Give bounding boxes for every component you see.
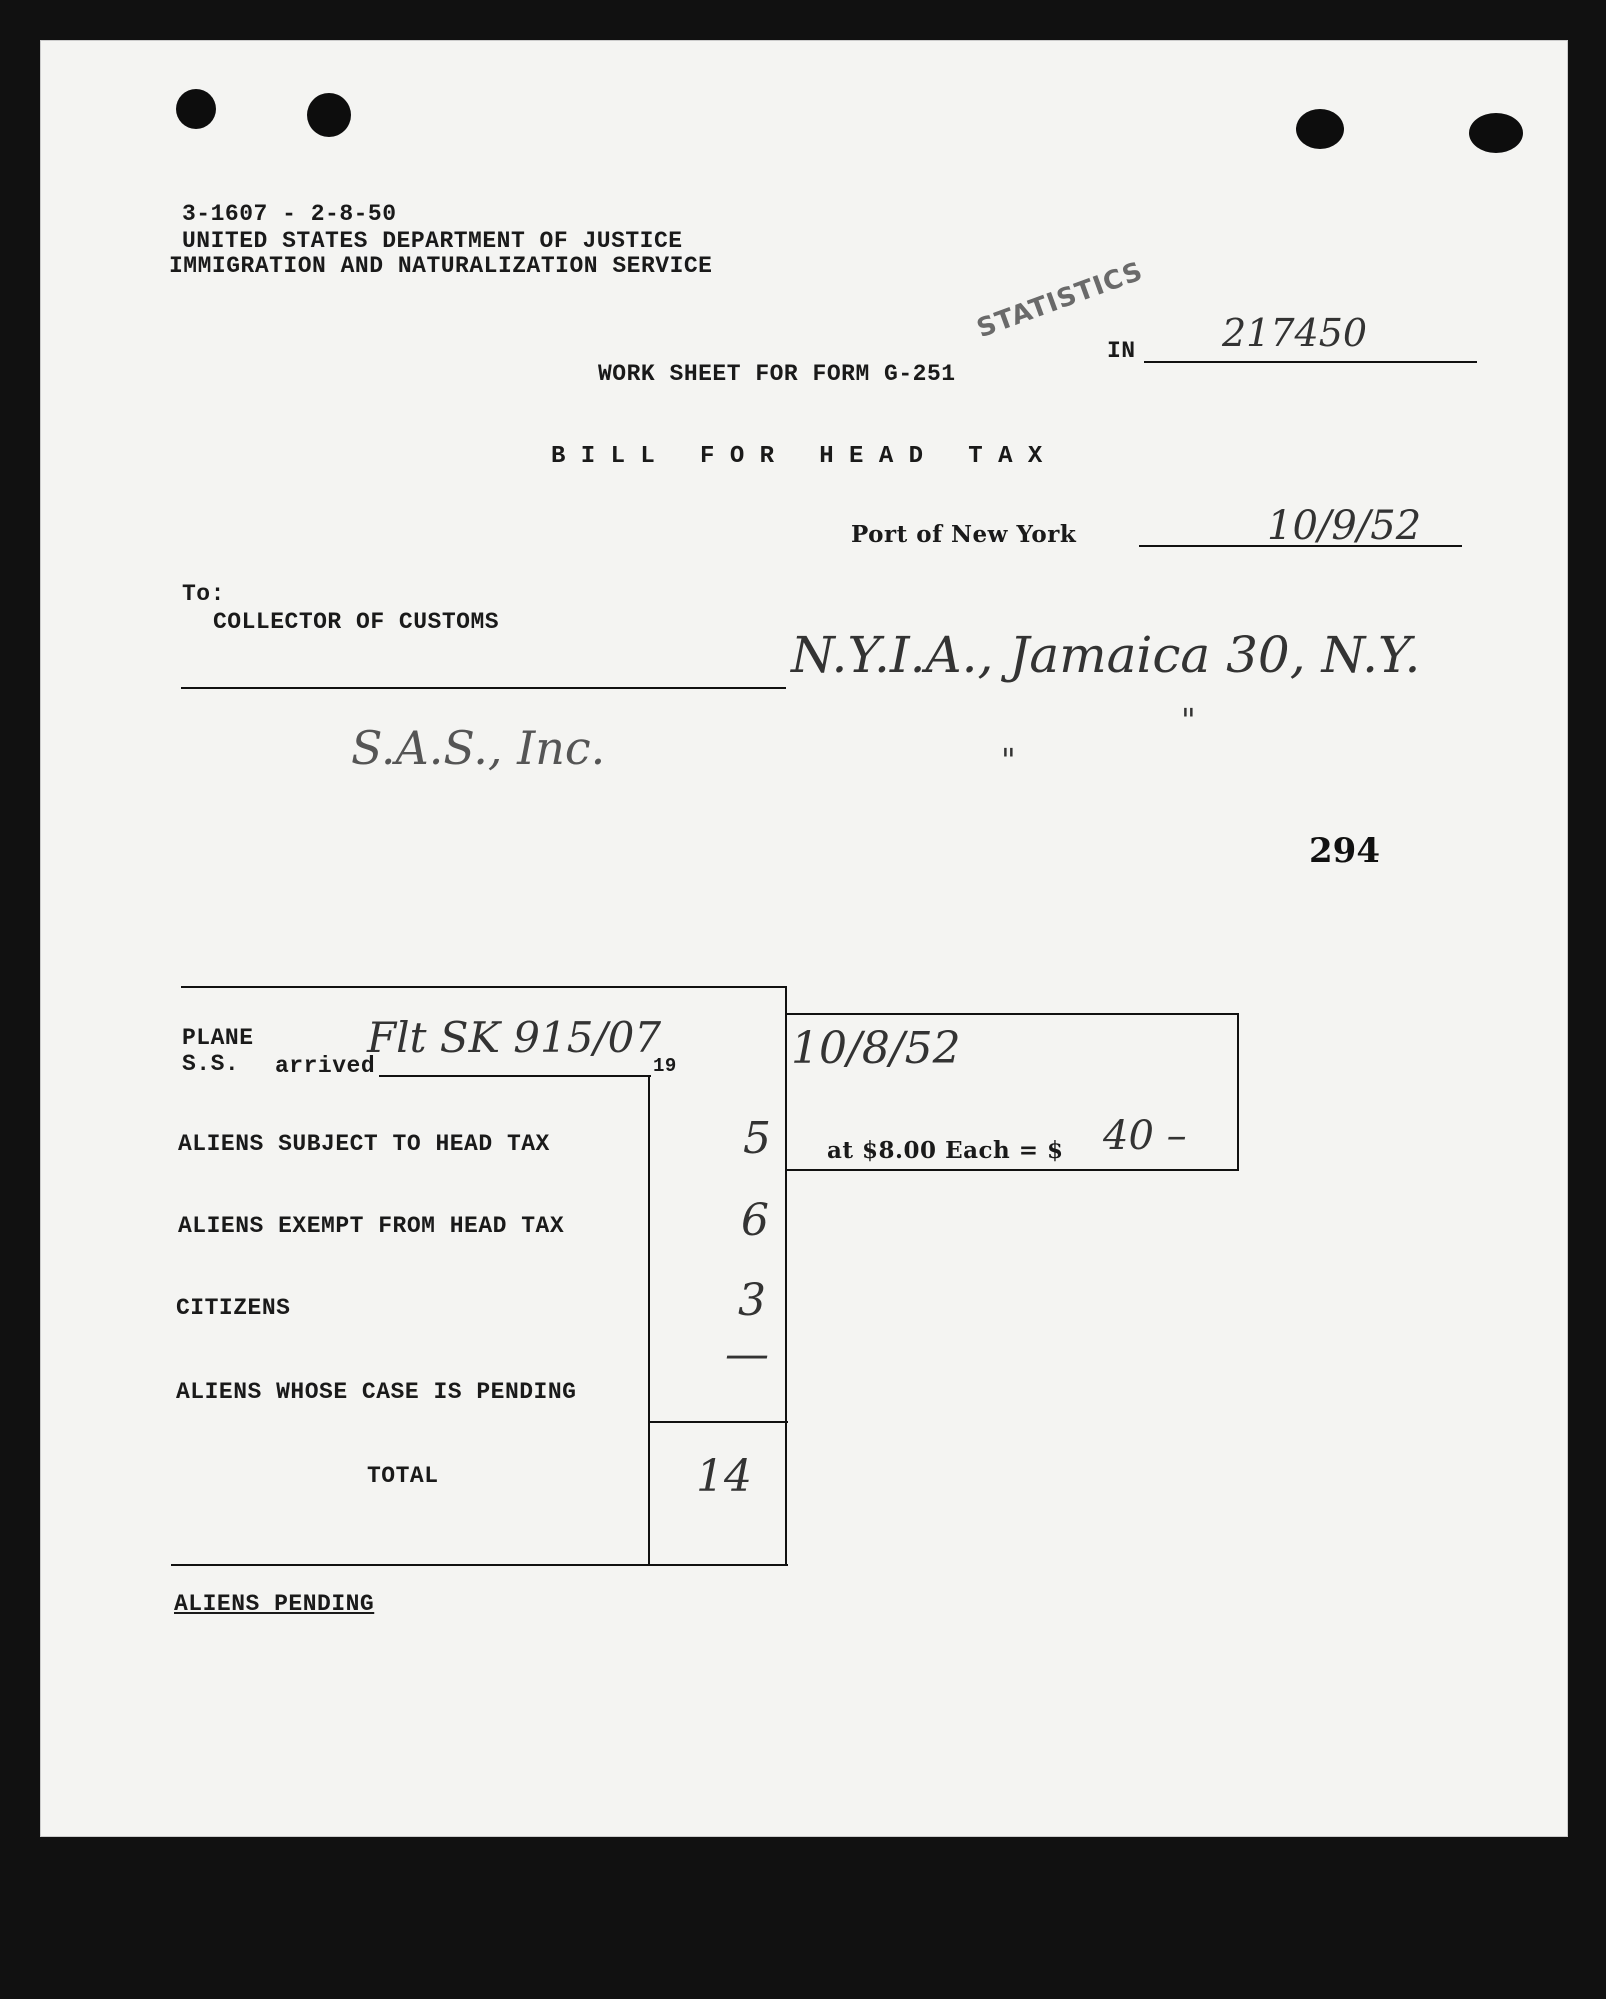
location-handwritten: N.Y.I.A., Jamaica 30, N.Y. xyxy=(791,626,1421,684)
punch-hole xyxy=(176,89,216,129)
port-date-handwritten: 10/9/52 xyxy=(1267,503,1422,549)
punch-hole xyxy=(1296,109,1344,149)
tax-amount-handwritten: 40 – xyxy=(1103,1113,1187,1159)
ditto-mark: " xyxy=(1001,741,1016,779)
tax-box-top xyxy=(787,1013,1239,1015)
tax-box-bottom xyxy=(787,1169,1239,1171)
total-label: TOTAL xyxy=(367,1463,439,1489)
punch-hole xyxy=(307,93,351,137)
tax-rate-text: at $8.00 Each = $ xyxy=(827,1137,1064,1164)
company-handwritten: S.A.S., Inc. xyxy=(351,721,606,775)
arrived-underline xyxy=(379,1075,651,1077)
tax-box-right xyxy=(1237,1013,1239,1171)
statistics-stamp: STATISTICS xyxy=(973,256,1148,345)
in-underline xyxy=(1144,361,1477,363)
table-top-rule xyxy=(181,986,787,988)
label-column-divider xyxy=(648,1075,650,1566)
row-label-citizens: CITIZENS xyxy=(176,1295,291,1321)
worksheet-title: WORK SHEET FOR FORM G-251 xyxy=(598,361,956,387)
year-prefix: 19 xyxy=(653,1055,677,1077)
aliens-pending-heading: ALIENS PENDING xyxy=(174,1591,375,1617)
row-value-pending: — xyxy=(725,1329,769,1380)
table-right-border xyxy=(785,986,787,1566)
to-label: To: xyxy=(182,581,225,607)
total-top-rule xyxy=(648,1421,788,1423)
row-value-exempt: 6 xyxy=(741,1195,769,1246)
row-value-subject: 5 xyxy=(743,1113,771,1164)
table-bottom-rule xyxy=(171,1564,788,1566)
in-number-handwritten: 217450 xyxy=(1222,311,1368,355)
flight-handwritten: Flt SK 915/07 xyxy=(367,1013,662,1062)
form-code: 3-1607 - 2-8-50 xyxy=(182,201,397,227)
in-label: IN xyxy=(1107,338,1136,364)
plane-label: PLANE xyxy=(182,1025,254,1051)
punch-hole xyxy=(1469,113,1523,153)
department-name: UNITED STATES DEPARTMENT OF JUSTICE xyxy=(182,228,683,254)
serial-number: 294 xyxy=(1309,831,1380,871)
total-value-handwritten: 14 xyxy=(696,1451,752,1502)
row-label-exempt: ALIENS EXEMPT FROM HEAD TAX xyxy=(178,1213,565,1239)
row-value-citizens: 3 xyxy=(738,1275,766,1326)
arrived-label: arrived xyxy=(275,1053,376,1079)
port-label: Port of New York xyxy=(851,521,1077,548)
row-label-subject: ALIENS SUBJECT TO HEAD TAX xyxy=(178,1131,550,1157)
bill-title: B I L L F O R H E A D T A X xyxy=(551,443,1043,470)
ss-label: S.S. xyxy=(182,1051,240,1077)
collector-label: COLLECTOR OF CUSTOMS xyxy=(213,609,500,635)
service-name: IMMIGRATION AND NATURALIZATION SERVICE xyxy=(169,253,713,279)
ditto-mark: " xyxy=(1181,701,1196,739)
arrival-date-handwritten: 10/8/52 xyxy=(791,1023,961,1074)
document-page xyxy=(40,40,1568,1837)
row-label-pending: ALIENS WHOSE CASE IS PENDING xyxy=(176,1379,577,1405)
collector-underline xyxy=(181,687,786,689)
